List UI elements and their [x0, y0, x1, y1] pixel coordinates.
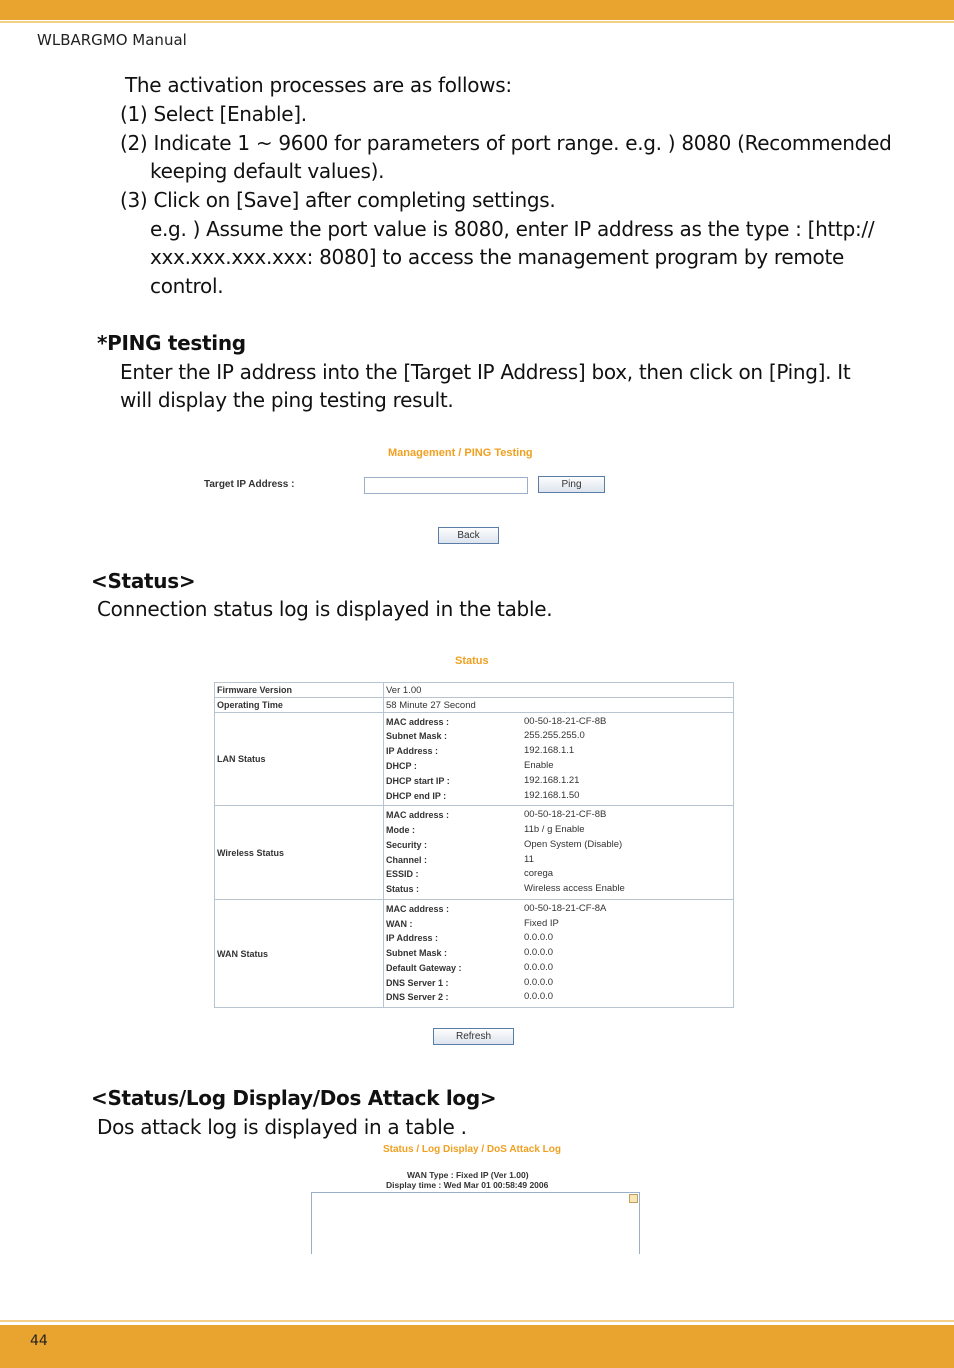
dos-page-title: Status / Log Display / DoS Attack Log [383, 1144, 561, 1155]
manual-title: WLBARGMO Manual [37, 31, 187, 49]
wan-key: DNS Server 1 : [386, 977, 449, 988]
wan-value: 0.0.0.0 [524, 976, 554, 988]
status-page-title: Status [455, 655, 489, 667]
lan-key: DHCP : [386, 761, 417, 771]
refresh-button[interactable]: Refresh [433, 1028, 514, 1045]
wan-key: DNS Server 2 : [386, 992, 449, 1003]
wireless-value: 11 [524, 853, 534, 865]
target-ip-input[interactable] [364, 477, 528, 494]
back-button[interactable]: Back [438, 527, 499, 544]
lan-value: 192.168.1.1 [524, 745, 575, 757]
wireless-key: Status : [386, 884, 420, 895]
wireless-value: 00-50-18-21-CF-8B [524, 809, 607, 821]
lan-key: Subnet Mask : [386, 731, 448, 742]
ping-page-title: Management / PING Testing [388, 447, 533, 459]
wireless-value: 11b / g Enable [524, 823, 585, 835]
wan-key: Subnet Mask : [386, 948, 448, 959]
page-number: 44 [30, 1333, 48, 1349]
scroll-up-icon[interactable] [629, 1194, 638, 1203]
table-row [215, 806, 734, 900]
status-table [214, 682, 734, 1008]
intro-text: The activation processes are as follows: [125, 73, 512, 97]
step-2-cont: keeping default values). [150, 159, 385, 183]
lan-value: 255.255.255.0 [524, 730, 585, 742]
top-rule [0, 21, 954, 23]
lan-key: DHCP start IP : [386, 775, 450, 786]
table-row [215, 900, 734, 1008]
table-row [215, 713, 734, 806]
wan-key: WAN : [386, 918, 413, 929]
table-row [215, 683, 734, 698]
optime-value: 58 Minute 27 Second [384, 698, 734, 713]
firmware-value: Ver 1.00 [384, 683, 734, 698]
wireless-value: corega [524, 868, 554, 880]
lan-value: 192.168.1.50 [524, 789, 580, 801]
wan-key: MAC address : [386, 903, 450, 914]
ping-text-2: will display the ping testing result. [120, 388, 454, 412]
wan-status-values [386, 902, 731, 1006]
step-1: (1) Select [Enable]. [120, 102, 307, 126]
lan-key: IP Address : [386, 746, 439, 757]
wan-key: Default Gateway : [386, 962, 462, 973]
bottom-banner [0, 1325, 954, 1368]
optime-label: Operating Time [215, 698, 384, 713]
wan-value: 00-50-18-21-CF-8A [524, 902, 607, 914]
wireless-key: Channel : [386, 854, 428, 865]
display-time-line: Display time : Wed Mar 01 00:58:49 2006 [386, 1180, 549, 1190]
wan-value: Fixed IP [524, 917, 559, 929]
status-heading: <Status> [91, 569, 196, 593]
wan-value: 0.0.0.0 [524, 961, 554, 973]
lan-value: 192.168.1.21 [524, 774, 580, 786]
lan-status-values [386, 715, 731, 804]
lan-value: 00-50-18-21-CF-8B [524, 715, 607, 727]
wan-value: 0.0.0.0 [524, 991, 554, 1003]
step-3: (3) Click on [Save] after completing settings. [120, 188, 556, 212]
firmware-label: Firmware Version [215, 683, 384, 698]
wireless-key: ESSID : [386, 869, 419, 880]
status-text: Connection status log is displayed in the table. [97, 597, 553, 621]
wan-value: 0.0.0.0 [524, 932, 554, 944]
wan-value: 0.0.0.0 [524, 947, 554, 959]
lan-key: DHCP end IP : [386, 790, 447, 801]
wireless-key: Security : [386, 839, 428, 850]
lan-value: Enable [524, 760, 554, 771]
wireless-status-label: Wireless Status [215, 806, 384, 900]
dos-log-textarea[interactable] [311, 1192, 640, 1254]
wireless-status-values [386, 808, 731, 897]
wireless-value: Wireless access Enable [524, 883, 625, 895]
ping-text-1: Enter the IP address into the [Target IP Address] box, then click on [Ping]. It [120, 360, 851, 384]
wan-type-line: WAN Type : Fixed IP (Ver 1.00) [407, 1170, 529, 1180]
wan-status-label: WAN Status [215, 900, 384, 1008]
ping-button[interactable]: Ping [538, 476, 605, 493]
wireless-key: MAC address : [386, 810, 450, 821]
target-ip-label: Target IP Address : [204, 479, 295, 490]
top-banner [0, 0, 954, 20]
wan-key: IP Address : [386, 933, 439, 944]
dos-text: Dos attack log is displayed in a table . [97, 1115, 467, 1139]
wireless-key: Mode : [386, 824, 415, 835]
example-line-1: e.g. ) Assume the port value is 8080, enter IP address as the type : [http:// [150, 217, 875, 241]
example-line-3: control. [150, 274, 224, 298]
ping-heading: *PING testing [97, 331, 246, 355]
bottom-rule [0, 1320, 954, 1322]
wireless-value: Open System (Disable) [524, 838, 623, 850]
step-2: (2) Indicate 1 ~ 9600 for parameters of port range. e.g. ) 8080 (Recommended [120, 131, 892, 155]
table-row [215, 698, 734, 713]
lan-key: MAC address : [386, 716, 450, 727]
example-line-2: xxx.xxx.xxx.xxx: 8080] to access the management program by remote [150, 245, 845, 269]
lan-status-label: LAN Status [215, 713, 384, 806]
dos-heading: <Status/Log Display/Dos Attack log> [91, 1086, 497, 1110]
